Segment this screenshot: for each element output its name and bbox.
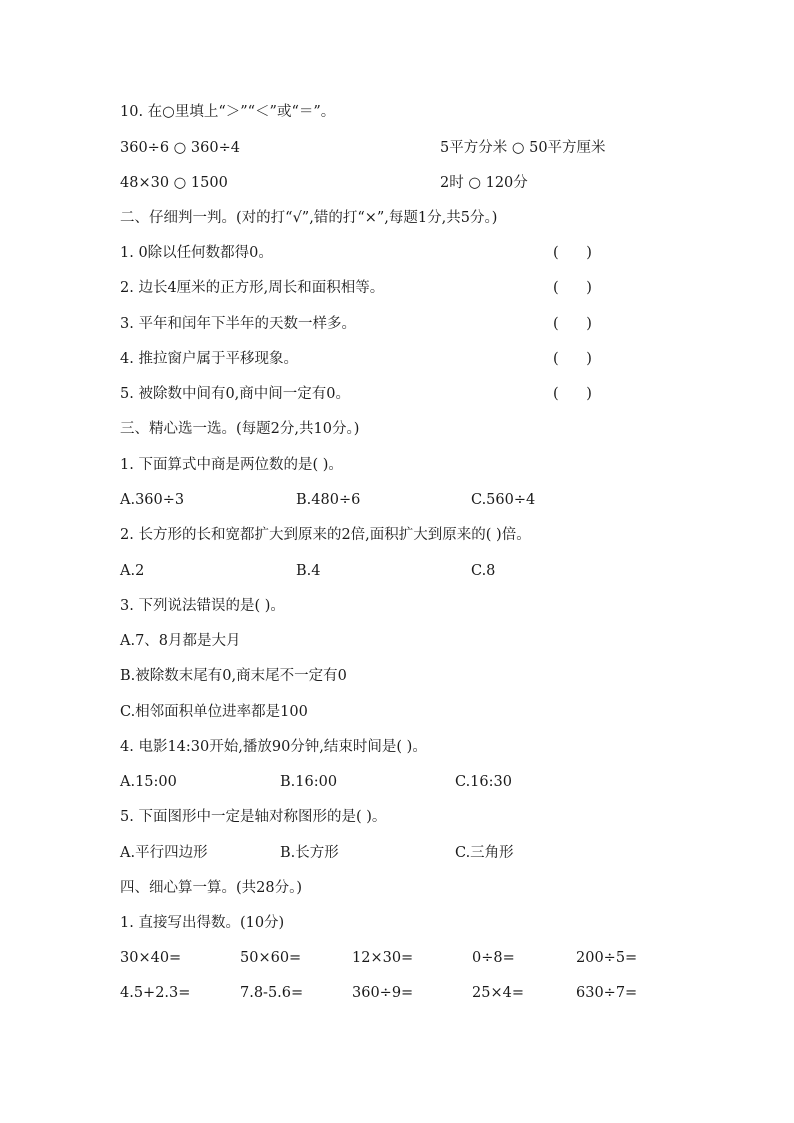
sec3-q4-option-a[interactable]: A.15:00 <box>120 774 177 790</box>
sec3-q5-option-b[interactable]: B.长方形 <box>280 845 339 861</box>
q10-row1-right: 5平方分米 ○ 50平方厘米 <box>440 140 606 156</box>
sec3-q2-option-b[interactable]: B.4 <box>296 563 321 579</box>
sec3-q3-option-b[interactable]: B.被除数末尾有0,商末尾不一定有0 <box>120 668 347 684</box>
sec3-q1: 1. 下面算式中商是两位数的是( )。 <box>120 457 343 473</box>
calc-item-r1-3: 12×30= <box>352 950 414 966</box>
sec2-title: 二、仔细判一判。(对的打“√”,错的打“×”,每题1分,共5分。) <box>120 210 498 226</box>
calc-item-r1-2: 50×60= <box>240 950 302 966</box>
sec2-answer-5[interactable]: ( ) <box>553 386 592 402</box>
sec2-answer-4[interactable]: ( ) <box>553 351 592 367</box>
sec3-q2-option-a[interactable]: A.2 <box>120 563 145 579</box>
calc-item-r2-1: 4.5+2.3= <box>120 985 191 1001</box>
sec4-sub1: 1. 直接写出得数。(10分) <box>120 915 285 931</box>
sec3-title: 三、精心选一选。(每题2分,共10分。) <box>120 421 360 437</box>
sec2-item-1: 1. 0除以任何数都得0。 <box>120 245 273 261</box>
sec2-item-4: 4. 推拉窗户属于平移现象。 <box>120 351 298 367</box>
sec3-q2: 2. 长方形的长和宽都扩大到原来的2倍,面积扩大到原来的( )倍。 <box>120 527 531 543</box>
sec2-item-3: 3. 平年和闰年下半年的天数一样多。 <box>120 316 356 332</box>
sec3-q3: 3. 下列说法错误的是( )。 <box>120 598 285 614</box>
calc-item-r2-2: 7.8-5.6= <box>240 985 304 1001</box>
sec3-q4-option-b[interactable]: B.16:00 <box>280 774 338 790</box>
sec3-q1-option-a[interactable]: A.360÷3 <box>120 492 185 508</box>
calc-item-r1-1: 30×40= <box>120 950 182 966</box>
sec3-q3-option-a[interactable]: A.7、8月都是大月 <box>120 633 241 649</box>
q10-row2-right: 2时 ○ 120分 <box>440 175 528 191</box>
q10-row1-left: 360÷6 ○ 360÷4 <box>120 140 240 156</box>
sec2-answer-2[interactable]: ( ) <box>553 280 592 296</box>
sec2-item-2: 2. 边长4厘米的正方形,周长和面积相等。 <box>120 280 385 296</box>
calc-item-r2-5: 630÷7= <box>576 985 638 1001</box>
sec3-q3-option-c[interactable]: C.相邻面积单位进率都是100 <box>120 704 308 720</box>
calc-item-r2-4: 25×4= <box>472 985 524 1001</box>
sec3-q4: 4. 电影14:30开始,播放90分钟,结束时间是( )。 <box>120 739 427 755</box>
sec2-item-5: 5. 被除数中间有0,商中间一定有0。 <box>120 386 351 402</box>
calc-item-r2-3: 360÷9= <box>352 985 414 1001</box>
q10-row2-left: 48×30 ○ 1500 <box>120 175 228 191</box>
calc-item-r1-5: 200÷5= <box>576 950 638 966</box>
sec2-answer-1[interactable]: ( ) <box>553 245 592 261</box>
sec3-q1-option-c[interactable]: C.560÷4 <box>471 492 536 508</box>
q10-title: 10. 在○里填上“＞”“＜”或“＝”。 <box>120 104 336 120</box>
sec3-q5-option-c[interactable]: C.三角形 <box>455 845 514 861</box>
sec3-q4-option-c[interactable]: C.16:30 <box>455 774 512 790</box>
calc-item-r1-4: 0÷8= <box>472 950 515 966</box>
sec3-q5: 5. 下面图形中一定是轴对称图形的是( )。 <box>120 809 387 825</box>
sec3-q5-option-a[interactable]: A.平行四边形 <box>120 845 208 861</box>
sec4-title: 四、细心算一算。(共28分。) <box>120 880 303 896</box>
sec2-answer-3[interactable]: ( ) <box>553 316 592 332</box>
sec3-q1-option-b[interactable]: B.480÷6 <box>296 492 361 508</box>
sec3-q2-option-c[interactable]: C.8 <box>471 563 496 579</box>
